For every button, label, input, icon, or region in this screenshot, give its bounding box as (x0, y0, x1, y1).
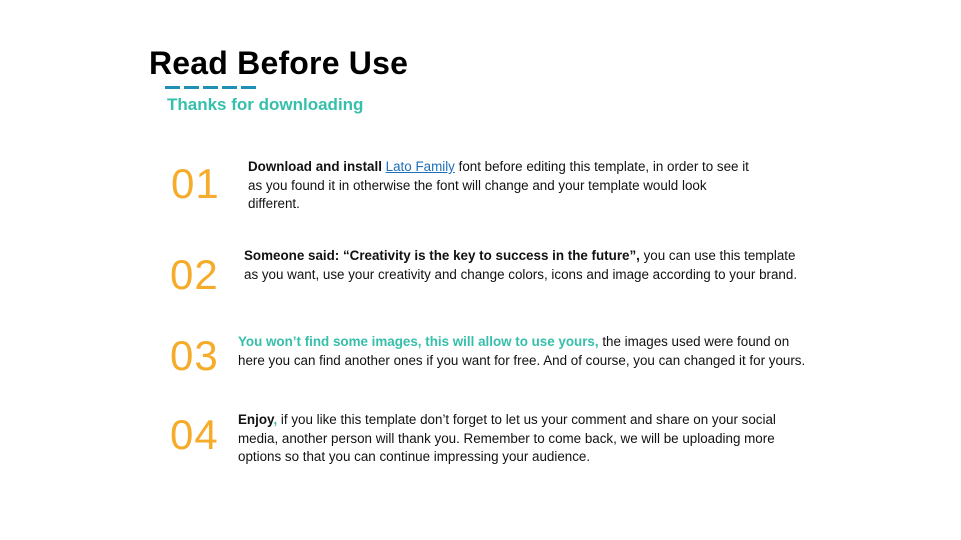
item-number: 01 (171, 160, 220, 207)
underline-dash (241, 86, 256, 89)
item-lead-comma: , (273, 412, 278, 427)
item-lead-text: Enjoy (238, 412, 274, 427)
item-number: 04 (170, 411, 219, 458)
lato-family-link[interactable]: Lato Family (385, 159, 455, 174)
item-text (238, 411, 783, 467)
underline-dash (165, 86, 180, 89)
item-body-text: you can use this template as you want, use your creativity and change colors, icons and image according to your brand. (244, 248, 798, 282)
item-number: 03 (170, 332, 219, 379)
item-body-text: the images used were found on here you can find another ones if you want for free. And of course, you can changed it for yours. (238, 334, 806, 368)
item-body-text: font before editing this template, in order to see it as you found it in otherwise the font will change and your template would look different. (248, 159, 749, 211)
item-lead-text: You won’t find some images, this will allow to use yours, (238, 334, 599, 349)
item-number: 02 (170, 251, 219, 298)
item-text (248, 158, 753, 214)
page-title: Read Before Use (149, 45, 409, 81)
item-text (238, 333, 808, 370)
underline-dash (184, 86, 199, 89)
underline-dash (222, 86, 237, 89)
underline-dash (203, 86, 218, 89)
item-lead-text: Someone said: “Creativity is the key to success in the future”, (244, 248, 640, 263)
page-subtitle: Thanks for downloading (167, 95, 364, 114)
item-lead-text: Download and install (248, 159, 382, 174)
title-underline-dashes (165, 86, 256, 89)
item-text (244, 247, 804, 284)
item-body-text: if you like this template don’t forget to let us your comment and share on your social media, another person will thank you. Remember to come back, we will be uploading more options so that you can continue impressing your audience. (238, 412, 776, 464)
